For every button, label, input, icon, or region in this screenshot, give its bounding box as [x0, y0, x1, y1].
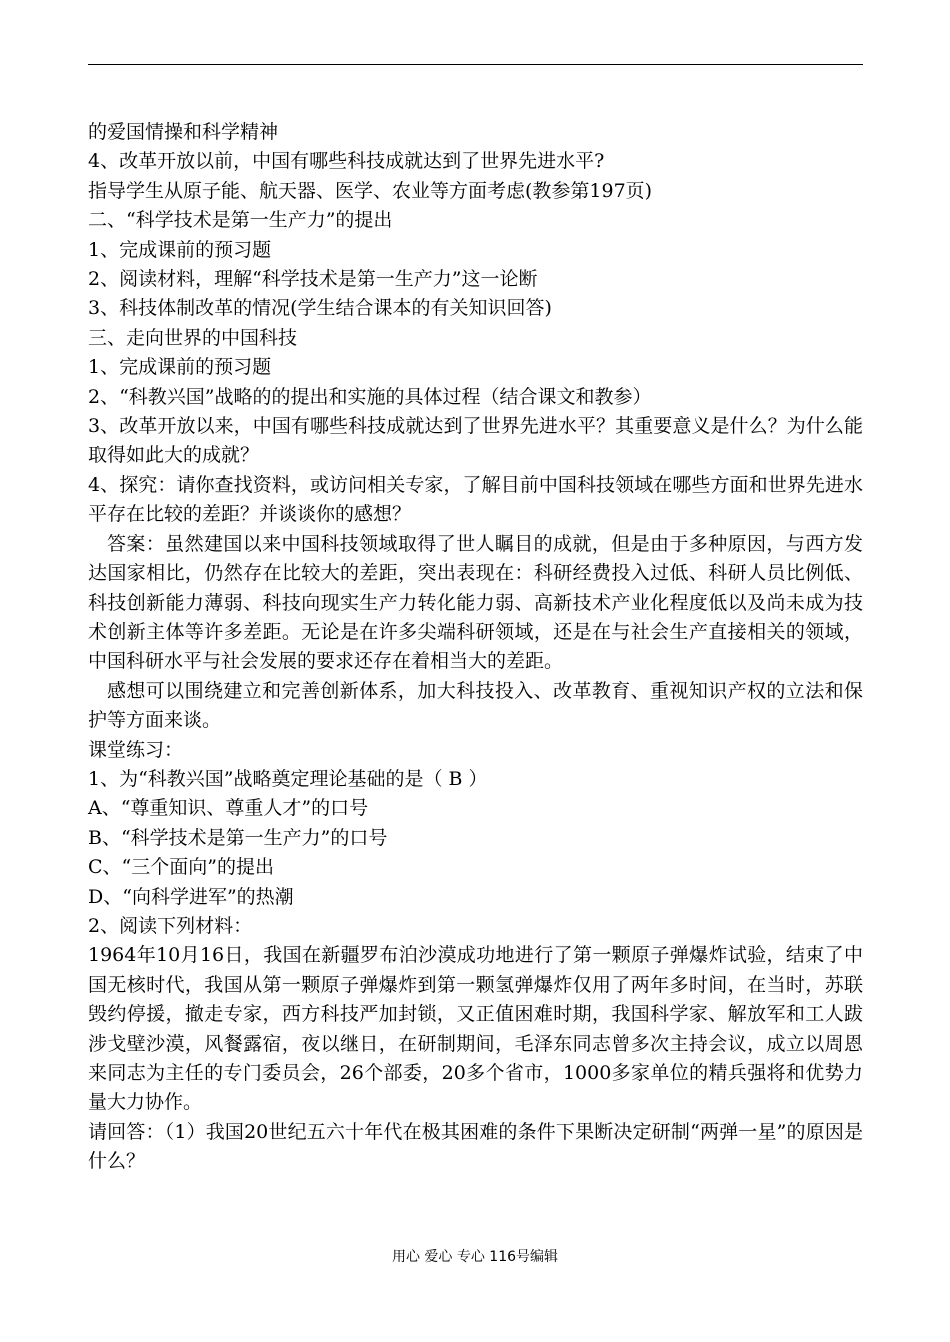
text-line: 4、改革开放以前，中国有哪些科技成就达到了世界先进水平? [88, 150, 605, 173]
exercise-heading: 课堂练习： [88, 738, 184, 761]
answer-paragraph: 答案：虽然建国以来中国科技领域取得了世人瞩目的成就，但是由于多种原因，与西方发达国家相比，仍然存在比较大的差距，突出表现在：科研经费投入过低、科研人员比例低、科技创新能力薄弱、科技向现实生产力转化能力弱、高新技术产业化程度低以及尚未成为技术创新主体等许多差距。无论是在许多尖端科研领域，还是在与社会生产直接相关的领域，中国科研水平与社会发展的要求还存在着相当大的差距。 [88, 532, 863, 673]
section-heading: 三、走向世界的中国科技 [88, 326, 298, 349]
text-line: 的爱国情操和科学精神 [88, 121, 279, 143]
exercise-question: 1、为“科教兴国”战略奠定理论基础的是（ B ） [88, 767, 488, 790]
text-line: 1、完成课前的预习题 [88, 356, 272, 379]
document-body [88, 118, 863, 1177]
option-b: B、“科学技术是第一生产力”的口号 [88, 826, 388, 849]
text-line: 1、完成课前的预习题 [88, 238, 272, 261]
header-rule [88, 64, 863, 65]
feeling-paragraph: 感想可以围绕建立和完善创新体系，加大科技投入、改革教育、重视知识产权的立法和保护等方面来谈。 [88, 679, 863, 732]
option-c: C、“三个面向”的提出 [88, 856, 274, 879]
text-line: 2、阅读材料，理解“科学技术是第一生产力”这一论断 [88, 268, 538, 291]
text-line: 3、科技体制改革的情况(学生结合课本的有关知识回答) [88, 297, 552, 320]
section-heading: 二、“科学技术是第一生产力”的提出 [88, 209, 393, 232]
option-a: A、“尊重知识、尊重人才”的口号 [88, 797, 369, 820]
page-footer: 用心 爱心 专心 116号编辑 [391, 1249, 559, 1265]
question-paragraph: 3、改革开放以来，中国有哪些科技成就达到了世界先进水平？其重要意义是什么？为什么能取得如此大的成就？ [88, 415, 863, 467]
inquiry-paragraph: 4、探究：请你查找资料，或访问相关专家，了解目前中国科技领域在哪些方面和世界先进水平存在比较的差距？并谈谈你的感想？ [88, 473, 863, 526]
text-line: 2、“科教兴国”战略的的提出和实施的具体过程（结合课文和教参） [88, 385, 652, 408]
exercise-question: 2、阅读下列材料： [88, 914, 253, 937]
material-paragraph: 1964年10月16日，我国在新疆罗布泊沙漠成功地进行了第一颗原子弹爆炸试验，结束了中国无核时代，我国从第一颗原子弹爆炸到第一颗氢弹爆炸仅用了两年多时间，在当时，苏联毁约停援，撤走专家，西方科技严加封锁，又正值困难时期，我国科学家、解放军和工人跋涉戈壁沙漠，风餐露宿，夜以继日，在研制期间，毛泽东同志曾多次主持会议，成立以周恩来同志为主任的专门委员会，26个部委，20多个省市，1000多家单位的精兵强将和优势力量大力协作。 [88, 944, 863, 1114]
option-d: D、“向科学进军”的热潮 [88, 885, 294, 908]
text-line: 指导学生从原子能、航天器、医学、农业等方面考虑(教参第197页) [88, 179, 653, 202]
question-paragraph: 请回答：（1）我国20世纪五六十年代在极其困难的条件下果断决定研制“两弹一星”的原因是什么？ [88, 1120, 863, 1173]
